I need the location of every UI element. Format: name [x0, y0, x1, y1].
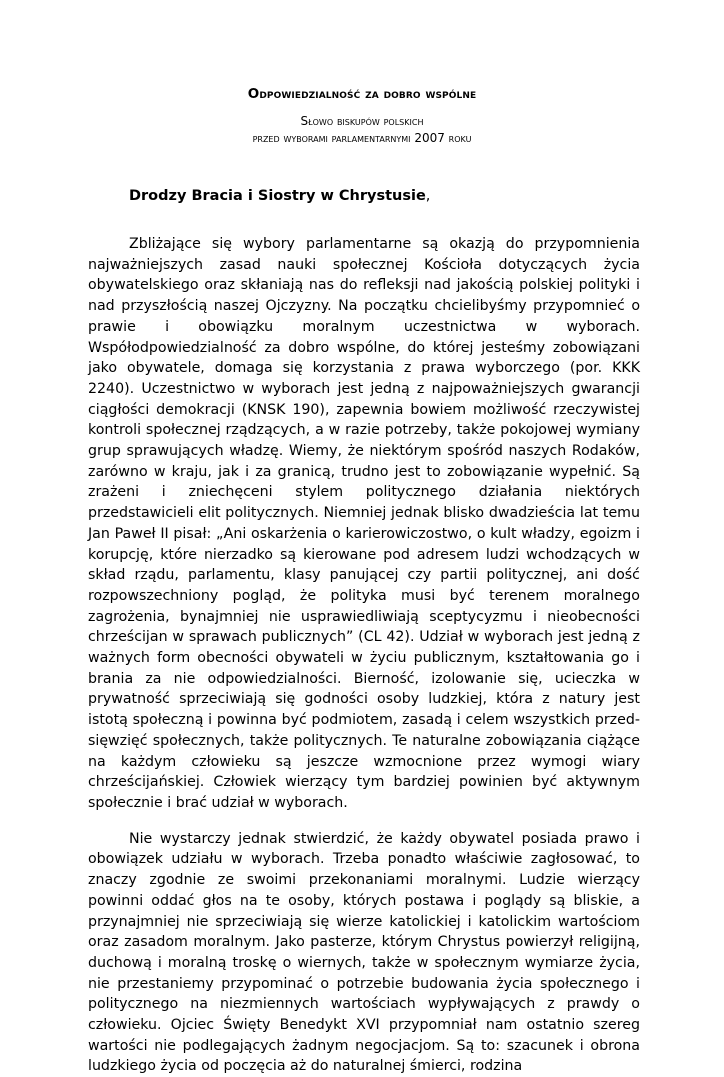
- title-block: [0, 86, 724, 145]
- greeting: [129, 188, 430, 204]
- paragraph-1: Zbliżające się wybory parlamentarne są okazją do przypomnienia najważniejszych zasad nauki społecznej Kościoła dotyczących życia obywatelskiego oraz skłaniają nas do refleksji nad jakością polskiej polityki i nad przyszłością naszej Ojczyzny. Na początku chcielibyśmy przypomnieć o prawie i obowiązku moralnym uczestnictwa w wyborach. Współodpowiedzialność za dobro wspólne, do której jesteśmy zobowiązani jako obywatele, domaga się korzystania z prawa wyborczego (por. KKK 2240). Uczestnictwo w wyborach jest jedną z najpoważniejszych gwarancji ciągłości demokracji (KNSK 190), zapewnia bowiem możliwość rzeczywistej kontroli społecznej rządzących, a w razie potrzeby, także pokojowej wymiany grup sprawujących władzę. Wiemy, że niektórym spośród naszych Rodaków, zarówno w kraju, jak i za granicą, trudno jest to zobowiązanie wypełnić. Są zrażeni i zniechęceni stylem politycznego działania niektórych przedstawicieli elit politycznych. Niemniej jednak blisko dwadzieścia lat temu Jan Paweł II pisał: „Ani oskarżenia o karierowiczostwo, o kult władzy, egoizm i korupcję, które nierzadko są kierowane pod adresem ludzi wchodzących w skład rządu, parlamentu, klasy panującej czy partii politycznej, ani dość rozpowszechniony pogląd, że polityka musi być terenem moralnego zagrożenia, bynajmniej nie usprawiedliwiają sceptycyzmu i nieobecności chrześcijan w sprawach publicznych” (CL 42). Udział w wyborach jest jedną z ważnych form obecności obywateli w życiu publicznym, kształtowania go i brania za nie odpowiedzialności. Bierność, izolowanie się, ucieczka w prywatność sprzeciwiają się godności osoby ludzkiej, która z natury jest istotą społeczną i powinna być podmiotem, zasadą i celem wszystkich przedsięwzięć społecznych, także politycznych. Te naturalne zobowiązania ciążące na każdym człowieku są jeszcze wzmocnione przez wymogi wiary chrześcijańskiej. Człowiek wierzący tym bardziej powinien być aktywnym społecznie i brać udział w wyborach.: [88, 236, 640, 811]
- document-subtitle-line2: przed wyborami parlamentarnymi 2007 roku: [252, 131, 472, 145]
- greeting-comma: ,: [425, 188, 431, 204]
- document-subtitle-line1: Słowo biskupów polskich: [300, 114, 424, 128]
- document-title: Odpowiedzialność za dobro wspólne: [247, 86, 477, 102]
- paragraph-2: Nie wystarczy jednak stwierdzić, że każdy obywatel posiada prawo i obowiązek udziału w wyborach. Trzeba ponadto właściwie zagłosować, to znaczy zgodnie ze swoimi przekonaniami moralnymi. Ludzie wierzący powinni oddać głos na te osoby, których postawa i poglądy są bliskie, a przynajmniej nie sprzeciwiają się wierze katolickiej i katolickim wartościom oraz zasadom moralnym. Jako pasterze, którym Chrystus powierzył religijną, duchową i moralną troskę o wiernych, także w społecznym wymiarze życia, nie przestaniemy przypominać o potrzebie budowania życia społecznego i politycznego na niezmiennych wartościach wypływających z prawdy o człowieku. Ojciec Święty Benedykt XVI przypomniał nam ostatnio szereg wartości nie podlegających żadnym negocjacjom. Są to: szacunek i obrona ludzkiego życia od poczęcia aż do naturalnej śmierci, rodzina: [88, 830, 640, 1075]
- greeting-text: Drodzy Bracia i Siostry w Chrystusie: [129, 188, 426, 204]
- body-text: [88, 234, 640, 1077]
